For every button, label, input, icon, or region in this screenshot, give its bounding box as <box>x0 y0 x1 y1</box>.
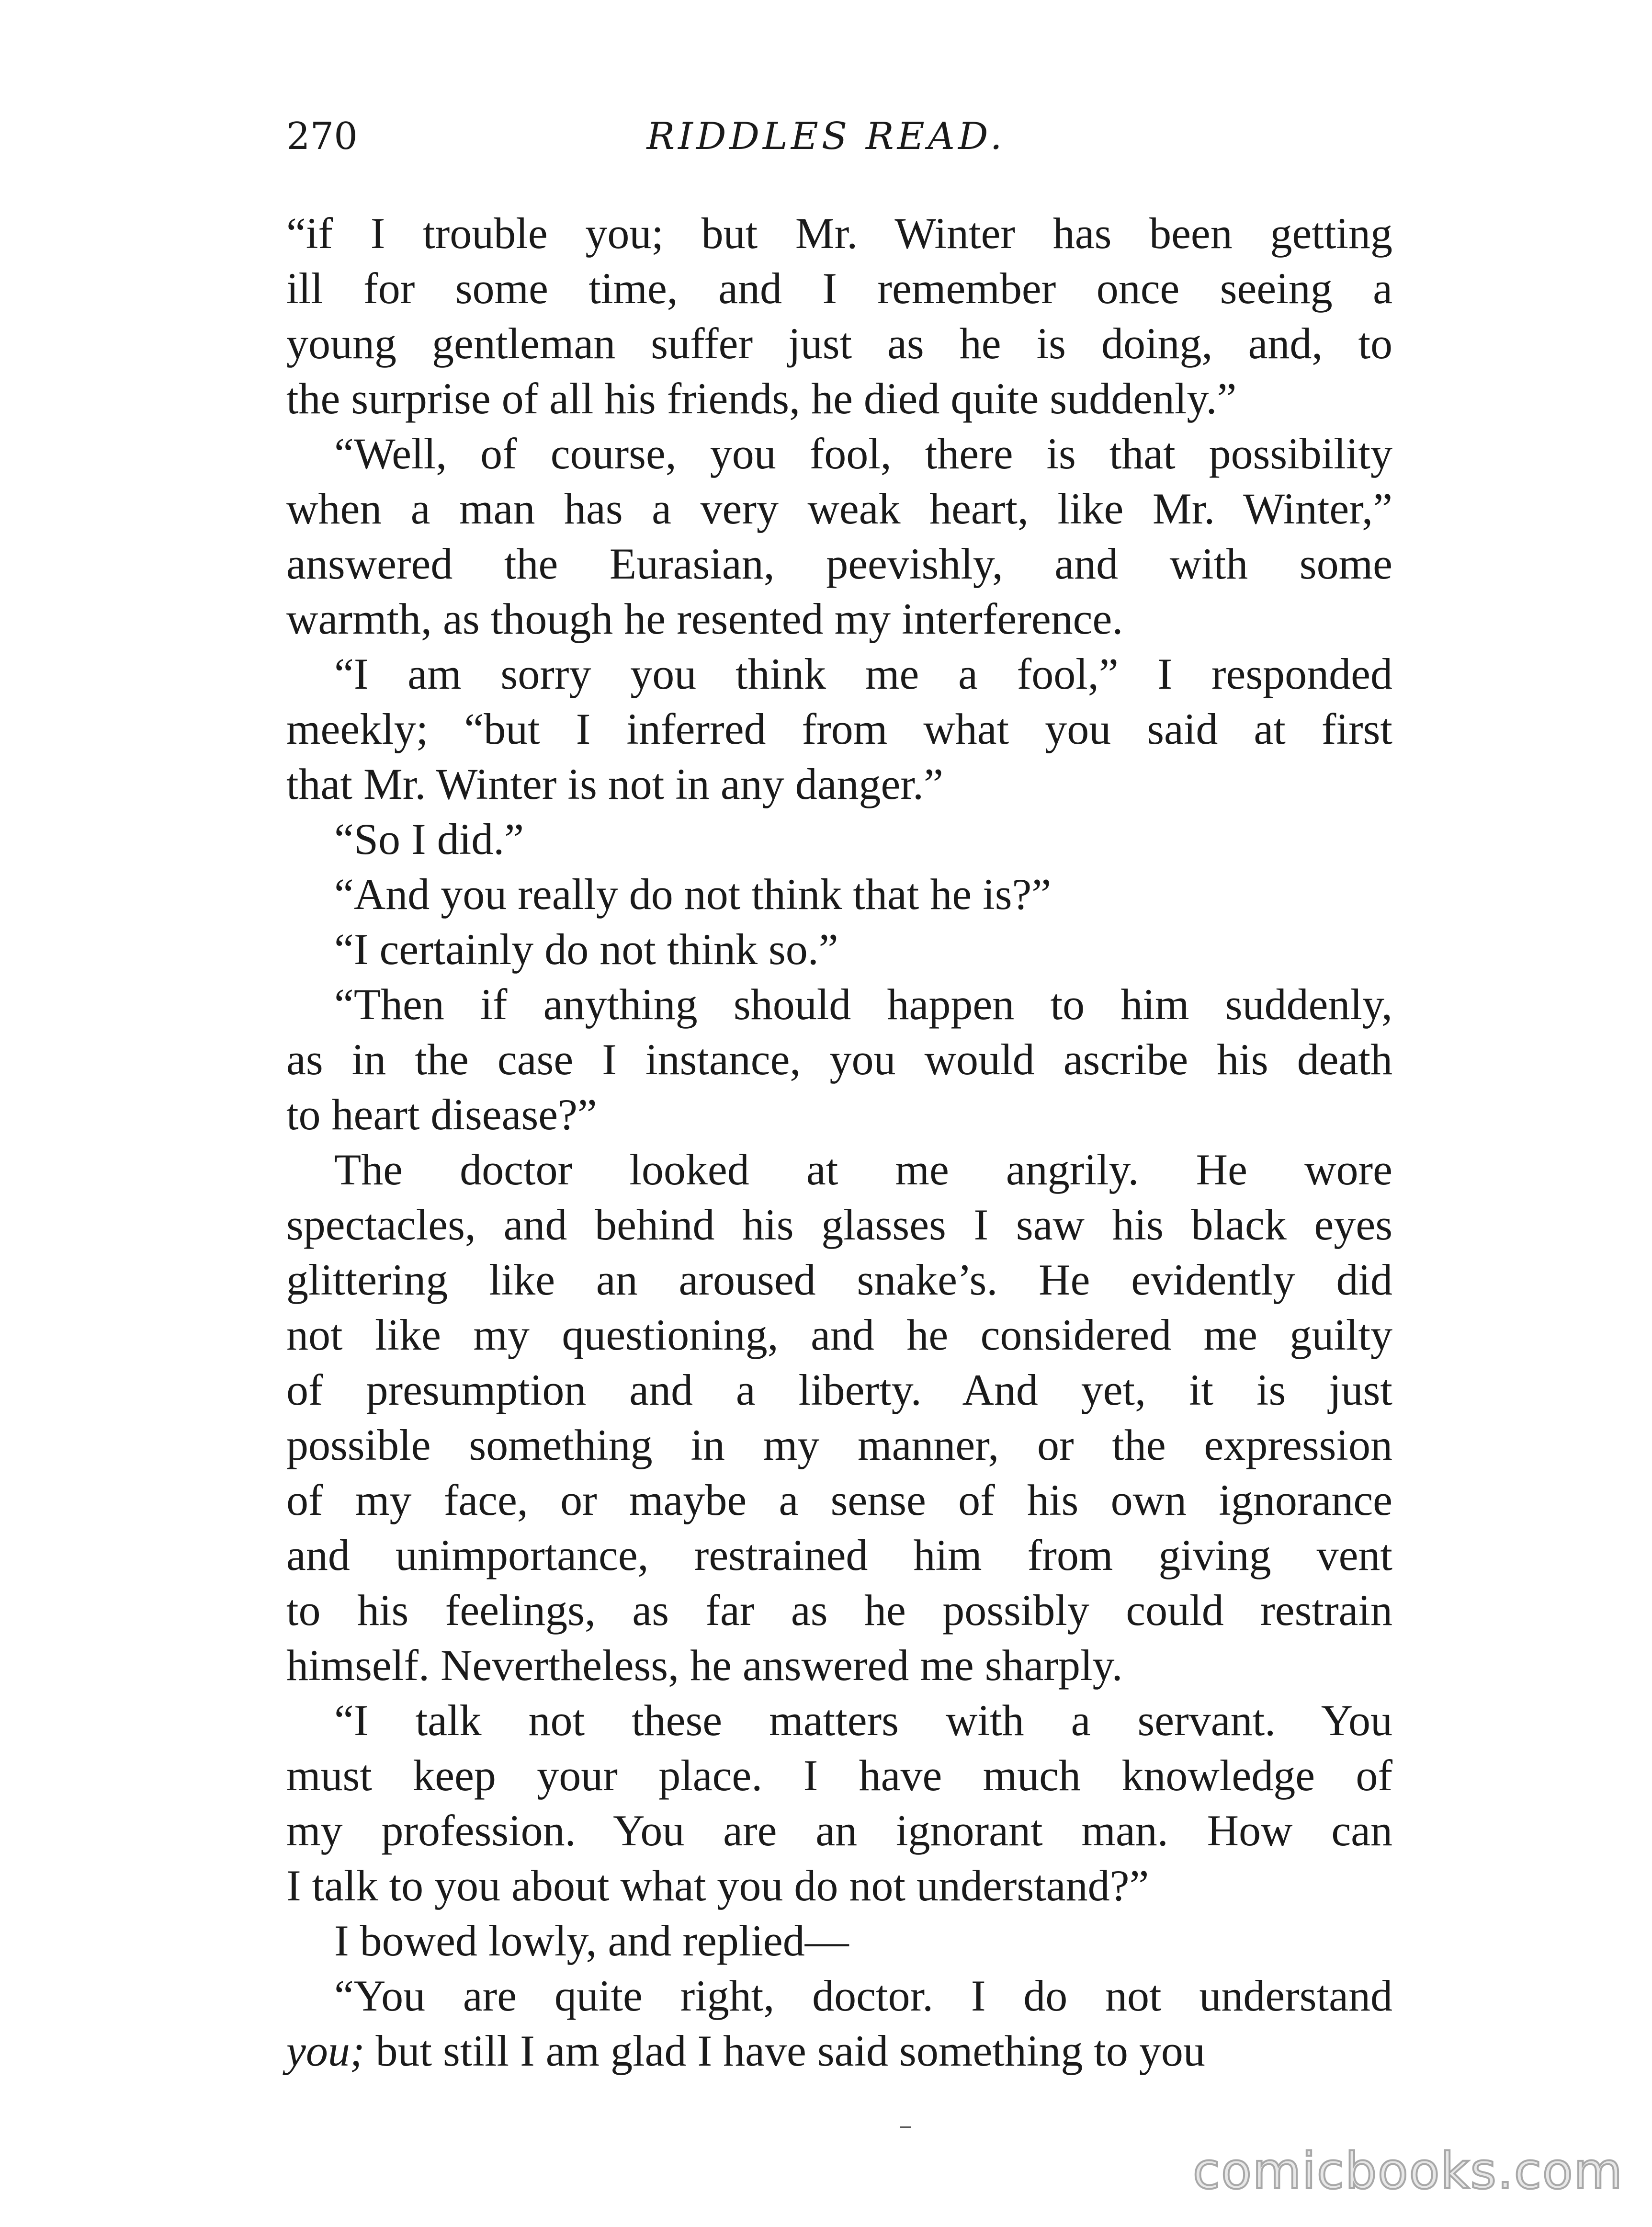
text-line: and unimportance, restrained him from giving vent <box>286 1531 1392 1579</box>
text-line: “Then if anything should happen to him suddenly, <box>334 980 1392 1029</box>
page-header <box>0 108 1652 165</box>
text-line: “I talk not these matters with a servant. You <box>334 1696 1392 1745</box>
text-line: I talk to you about what you do not understand?” <box>286 1861 1149 1910</box>
text-line: young gentleman suffer just as he is doing, and, to <box>286 319 1392 368</box>
text-line: not like my questioning, and he considered me guilty <box>286 1310 1392 1359</box>
text-line: “I am sorry you think me a fool,” I responded <box>334 649 1392 698</box>
text-line: as in the case I instance, you would ascribe his death <box>286 1035 1392 1084</box>
text-line: “You are quite right, doctor. I do not understand <box>334 1971 1392 2020</box>
text-line: to his feelings, as far as he possibly could restrain <box>286 1586 1392 1635</box>
text-line: “Well, of course, you fool, there is that possibility <box>334 429 1392 478</box>
text-line: when a man has a very weak heart, like Mr. Winter,” <box>286 484 1392 533</box>
text-fragment: but still I am glad I have said something to you <box>375 2026 1205 2075</box>
text-line: answered the Eurasian, peevishly, and with some <box>286 539 1392 588</box>
text-line: himself. Nevertheless, he answered me sharply. <box>286 1641 1123 1690</box>
text-line: “if I trouble you; but Mr. Winter has been getting <box>286 209 1392 258</box>
text-line: my profession. You are an ignorant man. How can <box>286 1806 1392 1855</box>
text-line: meekly; “but I inferred from what you said at first <box>286 704 1392 753</box>
text-line: I bowed lowly, and replied— <box>334 1916 849 1965</box>
body-text <box>286 206 1392 2079</box>
text-line: “So I did.” <box>334 815 524 864</box>
text-line: to heart disease?” <box>286 1090 597 1139</box>
text-line: the surprise of all his friends, he died quite suddenly.” <box>286 374 1237 423</box>
text-line: of my face, or maybe a sense of his own ignorance <box>286 1476 1392 1524</box>
text-line: “And you really do not think that he is?” <box>334 870 1052 919</box>
text-line: The doctor looked at me angrily. He wore <box>334 1145 1392 1194</box>
text-line: that Mr. Winter is not in any danger.” <box>286 760 943 808</box>
text-line: ill for some time, and I remember once seeing a <box>286 264 1392 313</box>
text-line: warmth, as though he resented my interference. <box>286 594 1123 643</box>
text-line: “I certainly do not think so.” <box>334 925 838 974</box>
text-line: spectacles, and behind his glasses I saw his black eyes <box>286 1200 1392 1249</box>
text-line: glittering like an aroused snake’s. He evidently did <box>286 1255 1392 1304</box>
running-title: RIDDLES READ. <box>646 115 1006 158</box>
watermark: comicbooks.com <box>1192 2142 1623 2200</box>
text-line: of presumption and a liberty. And yet, it is just <box>286 1365 1392 1414</box>
page-number: 270 <box>286 115 358 158</box>
italic-word: you; <box>286 2026 365 2075</box>
text-line: must keep your place. I have much knowledge of <box>286 1751 1392 1800</box>
text-line: possible something in my manner, or the expression <box>286 1420 1392 1469</box>
text-line-last <box>286 2023 1392 2079</box>
page-mark <box>900 2126 911 2128</box>
